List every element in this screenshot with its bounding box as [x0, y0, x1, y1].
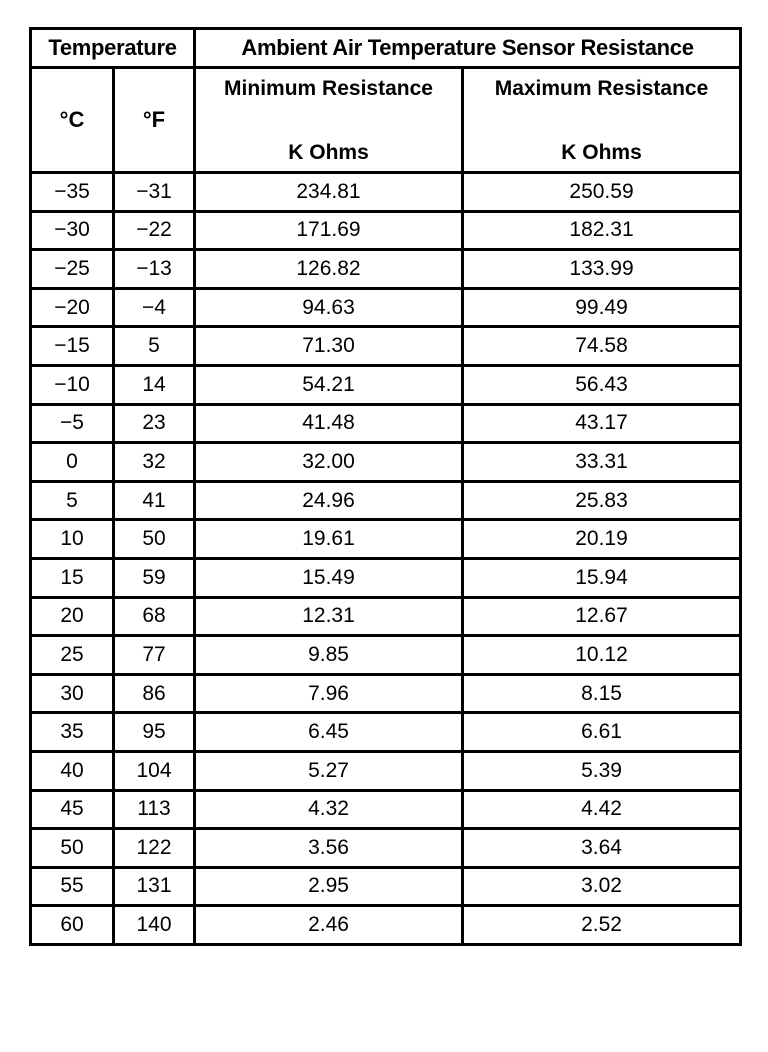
sensor-resistance-header: Ambient Air Temperature Sensor Resistance — [195, 29, 741, 68]
fahrenheit-cell: 95 — [114, 713, 195, 752]
max-resistance-cell: 20.19 — [463, 520, 741, 559]
table-row — [31, 211, 741, 250]
fahrenheit-cell: 50 — [114, 520, 195, 559]
table-row — [31, 636, 741, 675]
table-row — [31, 597, 741, 636]
table-row — [31, 173, 741, 212]
table-row — [31, 713, 741, 752]
min-resistance-cell: 6.45 — [195, 713, 463, 752]
celsius-cell: 5 — [31, 481, 114, 520]
table-row — [31, 790, 741, 829]
table-row — [31, 867, 741, 906]
max-resistance-cell: 25.83 — [463, 481, 741, 520]
table-body — [31, 173, 741, 945]
min-resistance-cell: 7.96 — [195, 674, 463, 713]
min-resistance-cell: 2.95 — [195, 867, 463, 906]
header-row-top — [31, 29, 741, 68]
table-row — [31, 829, 741, 868]
celsius-cell: 0 — [31, 443, 114, 482]
fahrenheit-cell: 5 — [114, 327, 195, 366]
min-resistance-cell: 234.81 — [195, 173, 463, 212]
fahrenheit-cell: 122 — [114, 829, 195, 868]
min-resistance-cell: 71.30 — [195, 327, 463, 366]
max-resistance-cell: 5.39 — [463, 751, 741, 790]
celsius-header: °C — [31, 68, 114, 173]
max-resistance-cell: 33.31 — [463, 443, 741, 482]
max-resistance-label: Maximum Resistance — [494, 77, 709, 100]
max-resistance-unit: K Ohms — [561, 141, 642, 164]
table-row — [31, 443, 741, 482]
celsius-cell: 25 — [31, 636, 114, 675]
fahrenheit-header: °F — [114, 68, 195, 173]
fahrenheit-cell: −13 — [114, 250, 195, 289]
max-resistance-cell: 2.52 — [463, 906, 741, 945]
max-resistance-cell: 182.31 — [463, 211, 741, 250]
table-row — [31, 250, 741, 289]
max-resistance-cell: 99.49 — [463, 288, 741, 327]
celsius-cell: −25 — [31, 250, 114, 289]
min-resistance-cell: 5.27 — [195, 751, 463, 790]
table-row — [31, 481, 741, 520]
celsius-cell: 35 — [31, 713, 114, 752]
celsius-cell: −30 — [31, 211, 114, 250]
fahrenheit-cell: 77 — [114, 636, 195, 675]
celsius-cell: 15 — [31, 558, 114, 597]
celsius-cell: −15 — [31, 327, 114, 366]
max-resistance-cell: 56.43 — [463, 365, 741, 404]
celsius-cell: 10 — [31, 520, 114, 559]
celsius-cell: 55 — [31, 867, 114, 906]
min-resistance-cell: 94.63 — [195, 288, 463, 327]
fahrenheit-cell: 23 — [114, 404, 195, 443]
fahrenheit-cell: 14 — [114, 365, 195, 404]
fahrenheit-cell: 32 — [114, 443, 195, 482]
max-resistance-cell: 10.12 — [463, 636, 741, 675]
max-resistance-cell: 6.61 — [463, 713, 741, 752]
table-row — [31, 906, 741, 945]
fahrenheit-cell: 113 — [114, 790, 195, 829]
min-resistance-cell: 126.82 — [195, 250, 463, 289]
table-row — [31, 520, 741, 559]
fahrenheit-cell: −22 — [114, 211, 195, 250]
min-resistance-cell: 171.69 — [195, 211, 463, 250]
fahrenheit-cell: 68 — [114, 597, 195, 636]
temperature-header: Temperature — [31, 29, 195, 68]
min-resistance-cell: 19.61 — [195, 520, 463, 559]
celsius-cell: 20 — [31, 597, 114, 636]
fahrenheit-cell: 59 — [114, 558, 195, 597]
table-row — [31, 365, 741, 404]
celsius-cell: −35 — [31, 173, 114, 212]
table-row — [31, 404, 741, 443]
min-resistance-label: Minimum Resistance — [224, 77, 433, 100]
max-resistance-cell: 12.67 — [463, 597, 741, 636]
celsius-cell: −5 — [31, 404, 114, 443]
max-resistance-cell: 74.58 — [463, 327, 741, 366]
min-resistance-cell: 54.21 — [195, 365, 463, 404]
table-row — [31, 751, 741, 790]
min-resistance-cell: 4.32 — [195, 790, 463, 829]
fahrenheit-cell: 86 — [114, 674, 195, 713]
min-resistance-cell: 24.96 — [195, 481, 463, 520]
max-resistance-cell: 3.64 — [463, 829, 741, 868]
max-resistance-cell: 3.02 — [463, 867, 741, 906]
min-resistance-cell: 32.00 — [195, 443, 463, 482]
celsius-cell: −20 — [31, 288, 114, 327]
min-resistance-unit: K Ohms — [288, 141, 369, 164]
fahrenheit-cell: −4 — [114, 288, 195, 327]
sensor-resistance-table — [29, 27, 742, 946]
fahrenheit-cell: 140 — [114, 906, 195, 945]
min-resistance-cell: 2.46 — [195, 906, 463, 945]
fahrenheit-cell: 41 — [114, 481, 195, 520]
min-resistance-cell: 3.56 — [195, 829, 463, 868]
min-resistance-cell: 12.31 — [195, 597, 463, 636]
min-resistance-cell: 9.85 — [195, 636, 463, 675]
celsius-cell: 30 — [31, 674, 114, 713]
fahrenheit-cell: 131 — [114, 867, 195, 906]
min-resistance-cell: 41.48 — [195, 404, 463, 443]
max-resistance-cell: 250.59 — [463, 173, 741, 212]
max-resistance-cell: 4.42 — [463, 790, 741, 829]
table-row — [31, 674, 741, 713]
min-resistance-header — [195, 68, 463, 173]
celsius-cell: 45 — [31, 790, 114, 829]
fahrenheit-cell: 104 — [114, 751, 195, 790]
table-row — [31, 327, 741, 366]
header-row-sub — [31, 68, 741, 173]
max-resistance-cell: 43.17 — [463, 404, 741, 443]
max-resistance-cell: 8.15 — [463, 674, 741, 713]
celsius-cell: 60 — [31, 906, 114, 945]
min-resistance-cell: 15.49 — [195, 558, 463, 597]
max-resistance-cell: 133.99 — [463, 250, 741, 289]
max-resistance-cell: 15.94 — [463, 558, 741, 597]
table-row — [31, 288, 741, 327]
max-resistance-header — [463, 68, 741, 173]
celsius-cell: 50 — [31, 829, 114, 868]
celsius-cell: 40 — [31, 751, 114, 790]
fahrenheit-cell: −31 — [114, 173, 195, 212]
table-row — [31, 558, 741, 597]
celsius-cell: −10 — [31, 365, 114, 404]
